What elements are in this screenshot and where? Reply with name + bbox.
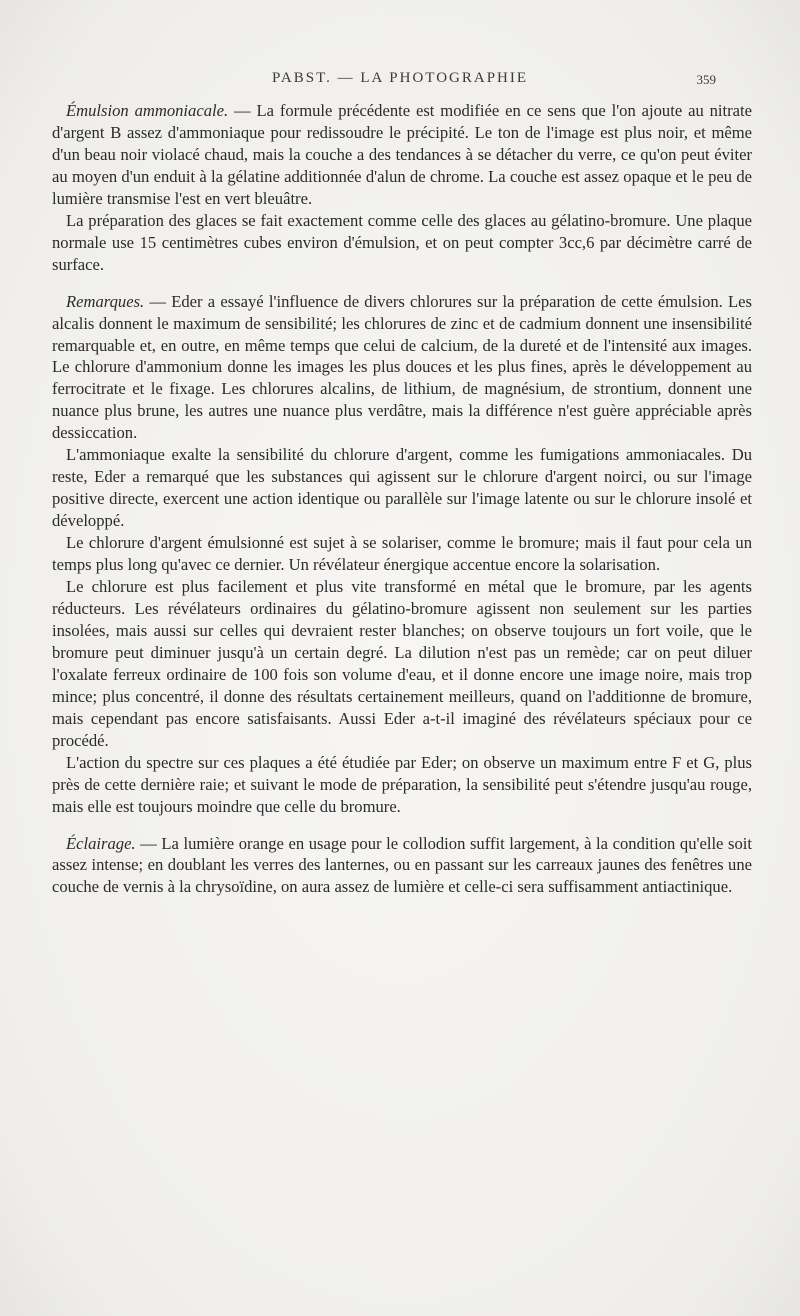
paragraph-text: La préparation des glaces se fait exactement comme celle des glaces au gélatino-bromure. Une plaque normale use 15 centimètres cubes environ d'émulsion, et on peut compter 3cc,6 par décimètre carré de surface.: [52, 210, 752, 274]
running-head: [0, 70, 800, 92]
section-lead-eclairage: Éclairage.: [66, 833, 136, 853]
paragraph-spectre: [52, 752, 752, 818]
paragraph-text: L'action du spectre sur ces plaques a été étudiée par Eder; on observe un maximum entre F et G, plus près de cette dernière raie; et suivant le mode de préparation, la sensibilité peut s'étendre jusqu'au rouge, mais elle est toujours moindre que celle du bromure.: [52, 752, 752, 816]
section-lead-remarques: Remarques.: [66, 291, 145, 311]
section-lead-emulsion: Émulsion ammoniacale.: [66, 101, 229, 120]
paragraph-remarques: [52, 291, 752, 445]
body-text: [52, 100, 752, 898]
running-title: PABST. — LA PHOTOGRAPHIE: [271, 70, 529, 86]
page-number: 359: [696, 72, 716, 87]
paragraph-text: Le chlorure est plus facilement et plus vite transformé en métal que le bromure, par les agents réducteurs. Les révélateurs ordinaires du gélatino-bromure agissent non seulement sur les parties insolées, mais aussi sur celles qui devraient rester blanches; on observe toujours un fort voile, que le bromure peut diminuer jusqu'à un certain degré. La dilution n'est pas un remède; car on peut diluer l'oxalate ferreux ordinaire de 100 fois son volume d'eau, et il donne encore une image noire, mais trop mince; plus concentré, il donne des résultats certainement meilleurs, quand on l'additionne de bromure, mais cependant pas encore satisfaisants. Aussi Eder a-t-il imaginé des révélateurs spéciaux pour ce procédé.: [52, 577, 752, 750]
paragraph-reduction: [52, 576, 752, 752]
paragraph-text: L'ammoniaque exalte la sensibilité du chlorure d'argent, comme les fumigations ammoniacales. Du reste, Eder a remarqué que les substances qui agissent sur le chlorure d'argent noirci, ou sur l'image positive directe, exercent une action identique ou parallèle sur l'image latente ou sur le chlorure insolé et développé.: [52, 445, 752, 531]
paragraph-preparation: [52, 210, 752, 276]
paragraph-text: — La lumière orange en usage pour le collodion suffit largement, à la condition qu'elle soit assez intense; en doublant les verres des lanternes, ou en passant sur les carreaux jaunes des fenêtres une couche de vernis à la chrysoïdine, on aura assez de lumière et celle-ci sera suffisamment antiactinique.: [52, 833, 752, 897]
paragraph-ammoniaque: [52, 444, 752, 532]
paragraph-solarisation: [52, 532, 752, 576]
paragraph-text: Le chlorure d'argent émulsionné est sujet à se solariser, comme le bromure; mais il faut pour cela un temps plus long qu'avec ce dernier. Un révélateur énergique accentue encore la solarisation.: [52, 533, 752, 575]
paragraph-eclairage: [52, 833, 752, 899]
paragraph-text: — Eder a essayé l'influence de divers chlorures sur la préparation de cette émulsion. Les alcalis donnent le maximum de sensibilité; les chlorures de zinc et de cadmium donnent une insensibilité remarquable et, en outre, en même temps que celui de calcium, de la dureté et de l'intensité aux images. Le chlorure d'ammonium donne les images les plus douces et les plus fines, après le développement au ferrocitrate et le fixage. Les chlorures alcalins, de lithium, de magnésium, de strontium, donnent une nuance plus brune, les autres une nuance plus verdâtre, mais la différence n'est guère appréciable après dessiccation.: [52, 291, 752, 443]
paragraph-emulsion-ammoniacale: [52, 100, 752, 210]
paragraph-text: — La formule précédente est modifiée en ce sens que l'on ajoute au nitrate d'argent B assez d'ammoniaque pour redissoudre le précipité. Le ton de l'image est plus noir, et même d'un beau noir violacé chaud, mais la couche a des tendances à se détacher du verre, ce qu'on peut éviter au moyen d'un enduit à la gélatine additionnée d'alun de chrome. La couche est assez opaque et le peu de lumière transmise l'est en vert bleuâtre.: [52, 101, 752, 208]
